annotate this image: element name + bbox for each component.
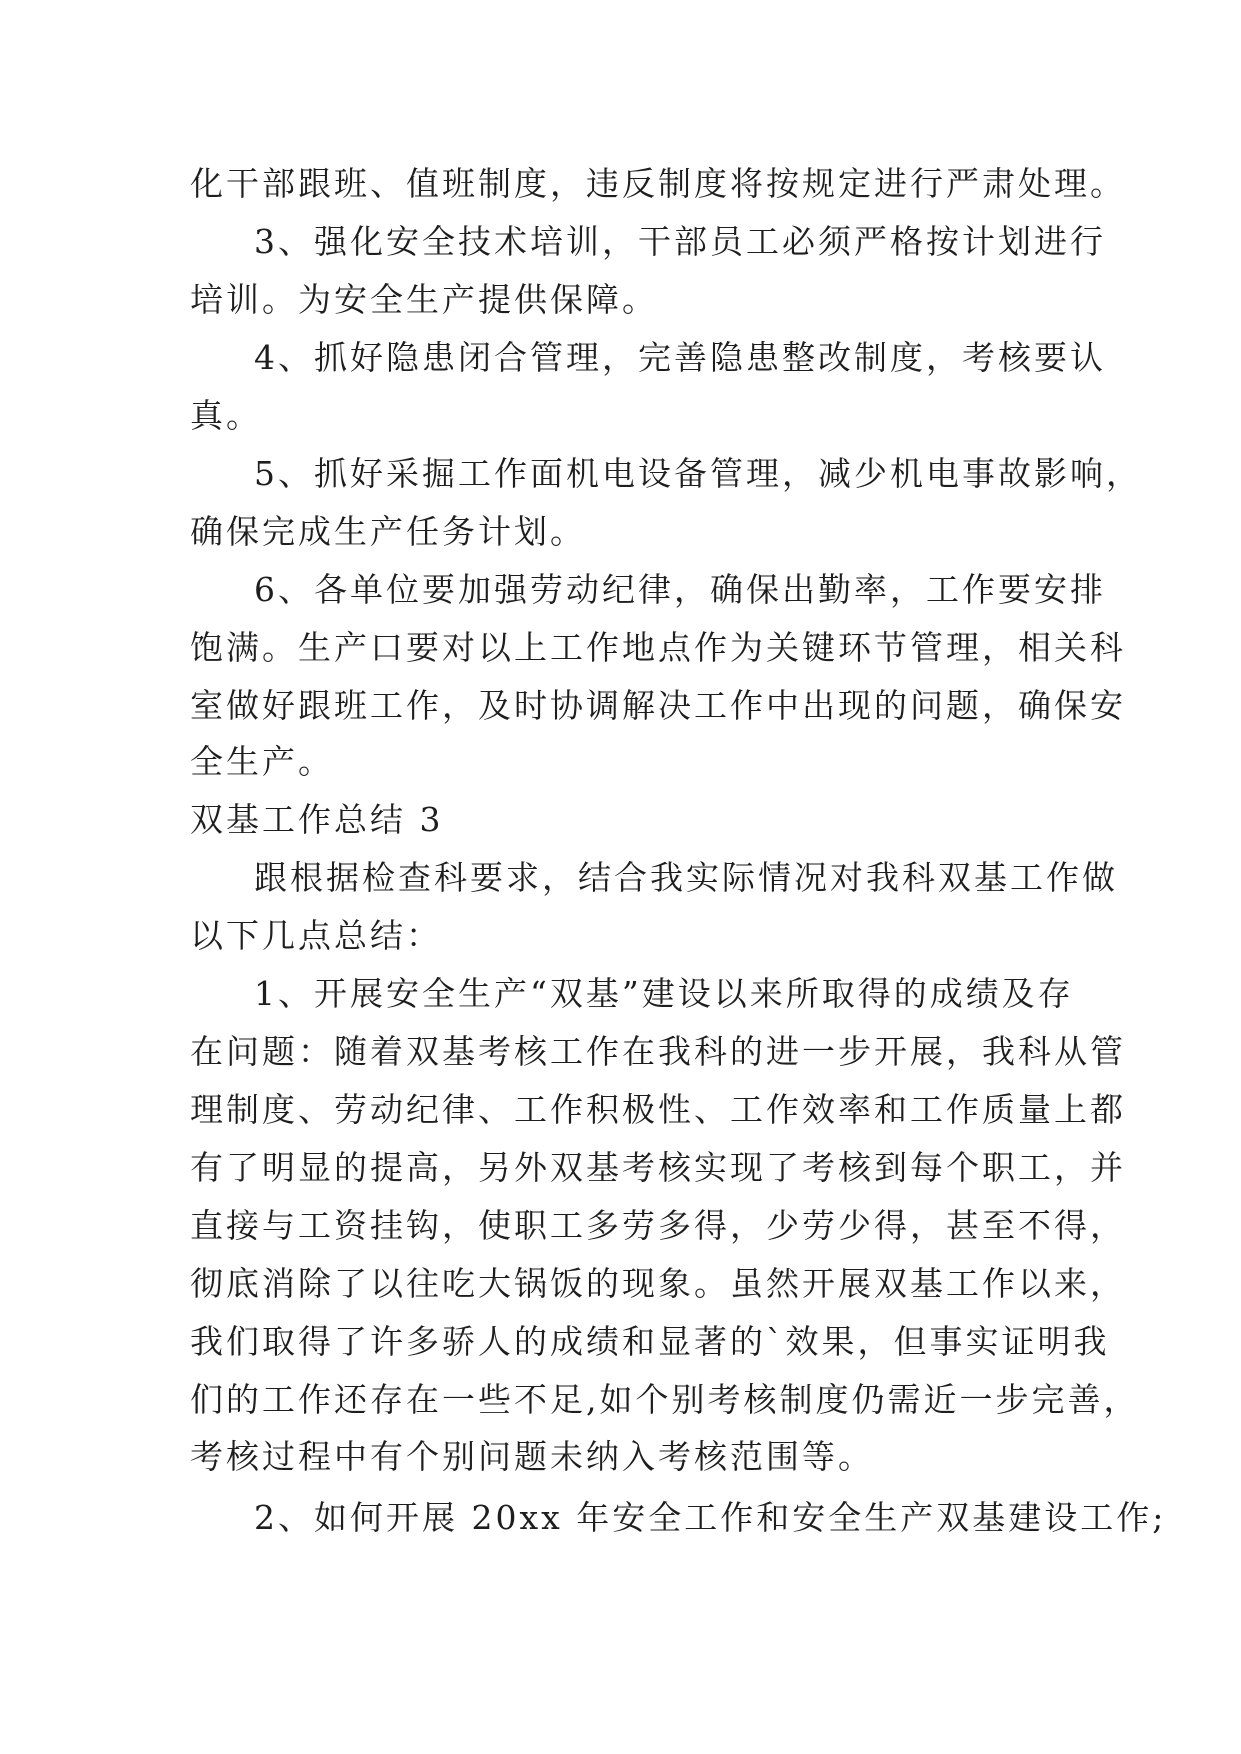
paragraph-item-4: 4、抓好隐患闭合管理，完善隐患整改制度，考核要认 <box>254 338 1106 377</box>
paragraph-item-1: 1、开展安全生产“双基”建设以来所取得的成绩及存 <box>254 974 1074 1013</box>
text-line: 们的工作还存在一些不足,如个别考核制度仍需近一步完善， <box>190 1380 1140 1419</box>
text-line: 培训。为安全生产提供保障。 <box>190 280 658 319</box>
text-line: 直接与工资挂钩，使职工多劳多得，少劳少得，甚至不得， <box>190 1206 1126 1245</box>
text-line: 理制度、劳动纪律、工作积极性、工作效率和工作质量上都 <box>190 1090 1126 1129</box>
text-line: 考核过程中有个别问题未纳入考核范围等。 <box>190 1437 874 1476</box>
section-heading: 双基工作总结 3 <box>190 800 444 839</box>
paragraph-item-6: 6、各单位要加强劳动纪律，确保出勤率，工作要安排 <box>254 570 1106 609</box>
paragraph-item-5: 5、抓好采掘工作面机电设备管理，减少机电事故影响， <box>254 454 1142 493</box>
paragraph-item-3: 3、强化安全技术培训，干部员工必须严格按计划进行 <box>254 222 1106 261</box>
paragraph-intro: 跟根据检查科要求，结合我实际情况对我科双基工作做 <box>254 858 1118 897</box>
text-line: 饱满。生产口要对以上工作地点作为关键环节管理，相关科 <box>190 628 1126 667</box>
text-line: 室做好跟班工作，及时协调解决工作中出现的问题，确保安 <box>190 686 1126 725</box>
text-line: 化干部跟班、值班制度，违反制度将按规定进行严肃处理。 <box>190 164 1126 203</box>
text-line: 在问题：随着双基考核工作在我科的进一步开展，我科从管 <box>190 1032 1126 1071</box>
text-line: 我们取得了许多骄人的成绩和显著的`效果，但事实证明我 <box>190 1322 1110 1361</box>
text-line: 有了明显的提高，另外双基考核实现了考核到每个职工，并 <box>190 1148 1126 1187</box>
text-line: 确保完成生产任务计划。 <box>190 512 586 551</box>
text-line: 彻底消除了以往吃大锅饭的现象。虽然开展双基工作以来， <box>190 1264 1126 1303</box>
text-line: 以下几点总结： <box>190 916 442 955</box>
paragraph-item-2: 2、如何开展 20xx 年安全工作和安全生产双基建设工作; <box>254 1498 1167 1537</box>
text-line: 真。 <box>190 396 262 435</box>
text-line: 全生产。 <box>190 742 334 781</box>
